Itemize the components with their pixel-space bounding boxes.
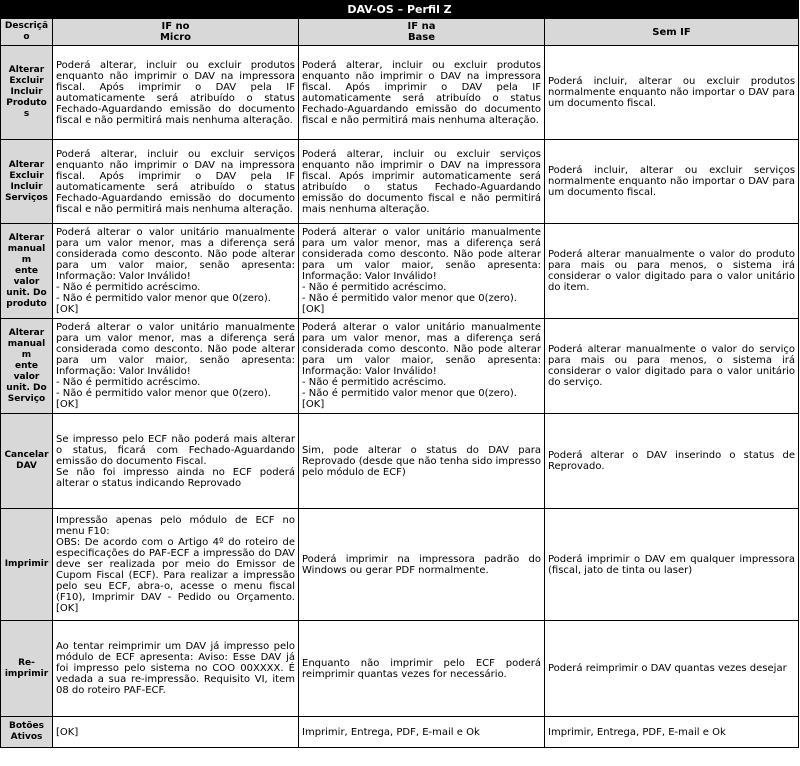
cell-sem-if: Poderá alterar manualmente o valor do produto para mais ou para menos, o sistema irá considerar o valor digitado para o valor unitário do item.	[545, 224, 799, 319]
cell-sem-if: Poderá reimprimir o DAV quantas vezes desejar	[545, 621, 799, 717]
cell-if-micro: Poderá alterar, incluir ou excluir serviços enquanto não imprimir o DAV na impressora fiscal. Após imprimir o DAV pela IF automaticamente será atribuído o status Fechado-Aguardando emissão do documento fiscal e não permitirá mais nenhuma alteração.	[53, 140, 299, 224]
cell-if-base: Poderá alterar o valor unitário manualmente para um valor menor, mas a diferença será considerada como desconto. Não pode alterar para um valor maior, senão apresenta: Informação: Valor Inválido! - Não é permitido acréscimo. - Não é permitido valor menor que 0(zero). [OK]	[299, 224, 545, 319]
row-description: Alterar Excluir Incluir Produtos	[1, 46, 53, 140]
table-row	[1, 46, 799, 140]
cell-if-micro: Poderá alterar, incluir ou excluir produtos enquanto não imprimir o DAV na impressora fiscal. Após imprimir o DAV pela IF automaticamente será atribuído o status Fechado-Aguardando emissão do documento fiscal e não permitirá mais nenhuma alteração.	[53, 46, 299, 140]
cell-if-micro: Se impresso pelo ECF não poderá mais alterar o status, ficará com Fechado-Aguardando emissão do documento Fiscal. Se não foi impresso ainda no ECF poderá alterar o status indicando Reprovado	[53, 414, 299, 509]
table-row	[1, 224, 799, 319]
table-row	[1, 621, 799, 717]
table-row	[1, 509, 799, 621]
cell-if-base: Imprimir, Entrega, PDF, E-mail e Ok	[299, 717, 545, 748]
cell-sem-if: Poderá incluir, alterar ou excluir serviços normalmente enquanto não importar o DAV para um documento fiscal.	[545, 140, 799, 224]
row-description: Alterar manualm ente valor unit. Do Serviço	[1, 319, 53, 414]
cell-if-micro: Poderá alterar o valor unitário manualmente para um valor menor, mas a diferença será considerada como desconto. Não pode alterar para um valor maior, senão apresenta: Informação: Valor Inválido! - Não é permitido acréscimo. - Não é permitido valor menor que 0(zero). [OK]	[53, 224, 299, 319]
cell-if-base: Poderá alterar, incluir ou excluir produtos enquanto não imprimir o DAV na impressora fiscal. Após imprimir o DAV pela IF automaticamente será atribuído o status Fechado-Aguardando emissão do documento fiscal e não permitirá mais nenhuma alteração.	[299, 46, 545, 140]
row-description: Re- imprimir	[1, 621, 53, 717]
header-sem-if: Sem IF	[545, 19, 799, 46]
header-row	[1, 19, 799, 46]
table-row	[1, 414, 799, 509]
cell-sem-if: Poderá incluir, alterar ou excluir produtos normalmente enquanto não importar o DAV para um documento fiscal.	[545, 46, 799, 140]
row-description: Botões Ativos	[1, 717, 53, 748]
cell-if-micro: Poderá alterar o valor unitário manualmente para um valor menor, mas a diferença será considerada como desconto. Não pode alterar para um valor maior, senão apresenta: Informação: Valor Inválido! - Não é permitido acréscimo. - Não é permitido valor menor que 0(zero). [OK]	[53, 319, 299, 414]
row-description: Alterar manualm ente valor unit. Do produto	[1, 224, 53, 319]
cell-if-base: Enquanto não imprimir pelo ECF poderá reimprimir quantas vezes for necessário.	[299, 621, 545, 717]
cell-if-base: Poderá alterar, incluir ou excluir serviços enquanto não imprimir o DAV na impressora fiscal. Após imprimir automaticamente será atribuído o status Fechado-Aguardando emissão do documento fiscal e não permitirá mais nenhuma alteração.	[299, 140, 545, 224]
cell-if-micro: [OK]	[53, 717, 299, 748]
table-row	[1, 140, 799, 224]
cell-if-micro: Impressão apenas pelo módulo de ECF no menu F10: OBS: De acordo com o Artigo 4º do roteiro de especificações do PAF-ECF a impressão do DAV deve ser realizada por meio do Emissor de Cupom Fiscal (ECF). Para realizar a impressão pelo seu ECF, abra-o, acesse o menu fiscal (F10), Imprimir DAV - Pedido ou Orçamento. [OK]	[53, 509, 299, 621]
cell-sem-if: Poderá alterar o DAV inserindo o status de Reprovado.	[545, 414, 799, 509]
cell-if-base: Sim, pode alterar o status do DAV para Reprovado (desde que não tenha sido impresso pelo módulo de ECF)	[299, 414, 545, 509]
cell-if-base: Poderá imprimir na impressora padrão do Windows ou gerar PDF normalmente.	[299, 509, 545, 621]
row-description: Imprimir	[1, 509, 53, 621]
title-row	[1, 1, 799, 19]
cell-if-micro: Ao tentar reimprimir um DAV já impresso pelo módulo de ECF apresenta: Aviso: Esse DAV já foi impresso pelo sistema no COO 00XXXX. É vedada a sua re-impressão. Requisito VI, item 08 do roteiro PAF-ECF.	[53, 621, 299, 717]
header-descricao: Descrição	[1, 19, 53, 46]
table-title: DAV-OS – Perfil Z	[1, 1, 799, 19]
row-description: Cancelar DAV	[1, 414, 53, 509]
header-if-micro: IF no Micro	[53, 19, 299, 46]
table-row	[1, 319, 799, 414]
cell-sem-if: Imprimir, Entrega, PDF, E-mail e Ok	[545, 717, 799, 748]
cell-if-base: Poderá alterar o valor unitário manualmente para um valor menor, mas a diferença será considerada como desconto. Não pode alterar para um valor maior, senão apresenta: Informação: Valor Inválido! - Não é permitido acréscimo. - Não é permitido valor menor que 0(zero). [OK]	[299, 319, 545, 414]
cell-sem-if: Poderá alterar manualmente o valor do serviço para mais ou para menos, o sistema irá considerar o valor digitado para o valor unitário do serviço.	[545, 319, 799, 414]
table-row	[1, 717, 799, 748]
cell-sem-if: Poderá imprimir o DAV em qualquer impressora (fiscal, jato de tinta ou laser)	[545, 509, 799, 621]
header-if-base: IF na Base	[299, 19, 545, 46]
row-description: Alterar Excluir Incluir Serviços	[1, 140, 53, 224]
